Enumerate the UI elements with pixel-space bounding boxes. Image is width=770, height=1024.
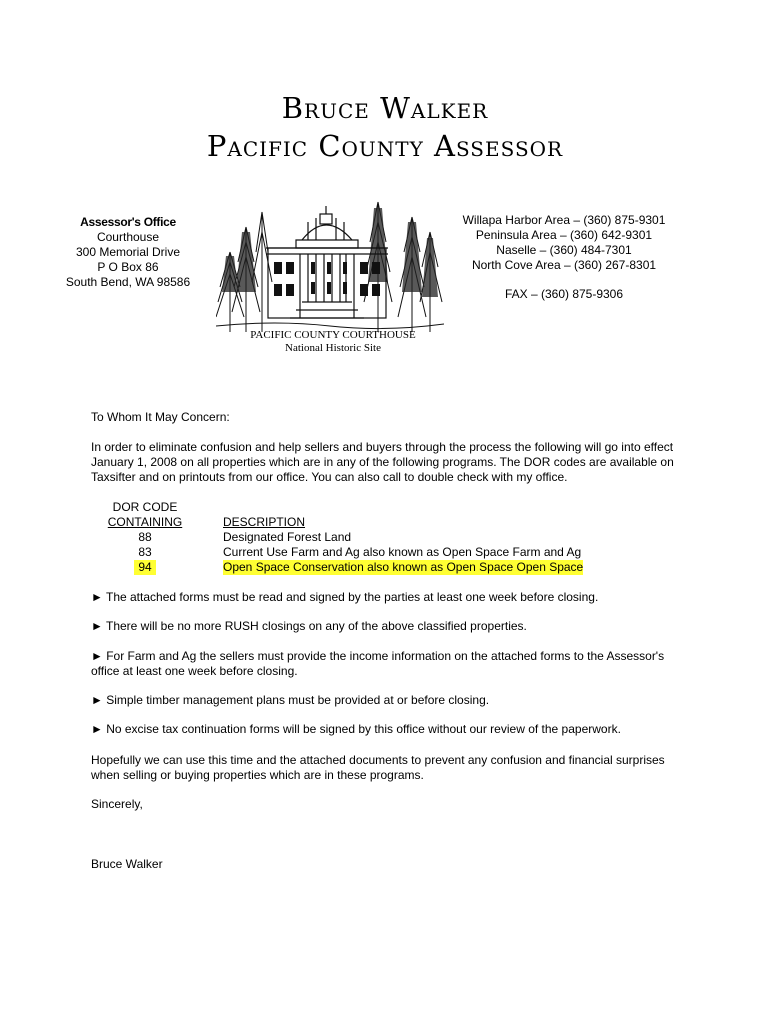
highlighted-code: 94 [134,560,156,575]
bullet-item: ► Simple timber management plans must be provided at or before closing. [91,693,490,707]
bullet-item: ► No excise tax continuation forms will be signed by this office without our review of the paperwork. [91,722,621,736]
office-line: P O Box 86 [97,260,159,274]
sign-off: Sincerely, [91,797,143,811]
table-row [100,545,620,560]
dor-description: Designated Forest Land [223,530,352,544]
caption-title: PACIFIC COUNTY COURTHOUSE [250,329,416,341]
office-heading: Assessor's Office [80,215,176,229]
bullet-item: ► The attached forms must be read and signed by the parties at least one week before closing. [91,590,599,604]
signature-name: Bruce Walker [91,857,163,871]
table-row [100,530,620,545]
phone-contacts [446,213,682,302]
courthouse-sketch [216,192,444,332]
bullet-item: ► For Farm and Ag the sellers must provide the income information on the attached forms to the Assessor's office at least one week before closing. [91,649,665,678]
code-header-line2: CONTAINING [107,515,183,529]
salutation: To Whom It May Concern: [91,410,230,424]
office-line: Courthouse [96,230,160,244]
phone-line: North Cove Area – (360) 267-8301 [471,258,657,272]
table-header-row [100,515,620,530]
code-header-line1: DOR CODE [112,500,178,514]
caption-subtitle: National Historic Site [285,342,381,354]
office-line: 300 Memorial Drive [75,245,181,259]
description-header: DESCRIPTION [223,515,306,529]
fax-line: FAX – (360) 875-9306 [504,287,624,301]
dor-code: 83 [138,545,152,559]
office-address-block [58,215,198,290]
dor-code [134,560,156,575]
highlighted-description: Open Space Conservation also known as Open Space Open Space [223,560,584,574]
courthouse-caption [216,329,450,355]
dor-code-table [100,500,620,575]
phone-line: Naselle – (360) 484-7301 [496,243,632,257]
dor-description: Current Use Farm and Ag also known as Open Space Farm and Ag [223,545,582,559]
phone-line: Willapa Harbor Area – (360) 875-9301 [462,213,666,227]
bullet-item: ► There will be no more RUSH closings on any of the above classified properties. [91,619,527,633]
table-row [100,560,620,575]
closing-paragraph: Hopefully we can use this time and the attached documents to prevent any confusion and financial surprises when selling or buying properties which are in these programs. [91,753,665,782]
assessor-title: Pacific County Assessor [206,129,564,163]
table-header-row [100,500,620,515]
dor-code: 88 [138,530,152,544]
office-line: South Bend, WA 98586 [65,275,191,289]
intro-paragraph: In order to eliminate confusion and help sellers and buyers through the process the following will go into effect January 1, 2008 on all properties which are in any of the following programs. The DOR codes are available on Taxsifter and on printouts from our office. You can also call to double check with my office. [91,440,674,484]
phone-line: Peninsula Area – (360) 642-9301 [475,228,653,242]
assessor-name: Bruce Walker [281,91,489,125]
